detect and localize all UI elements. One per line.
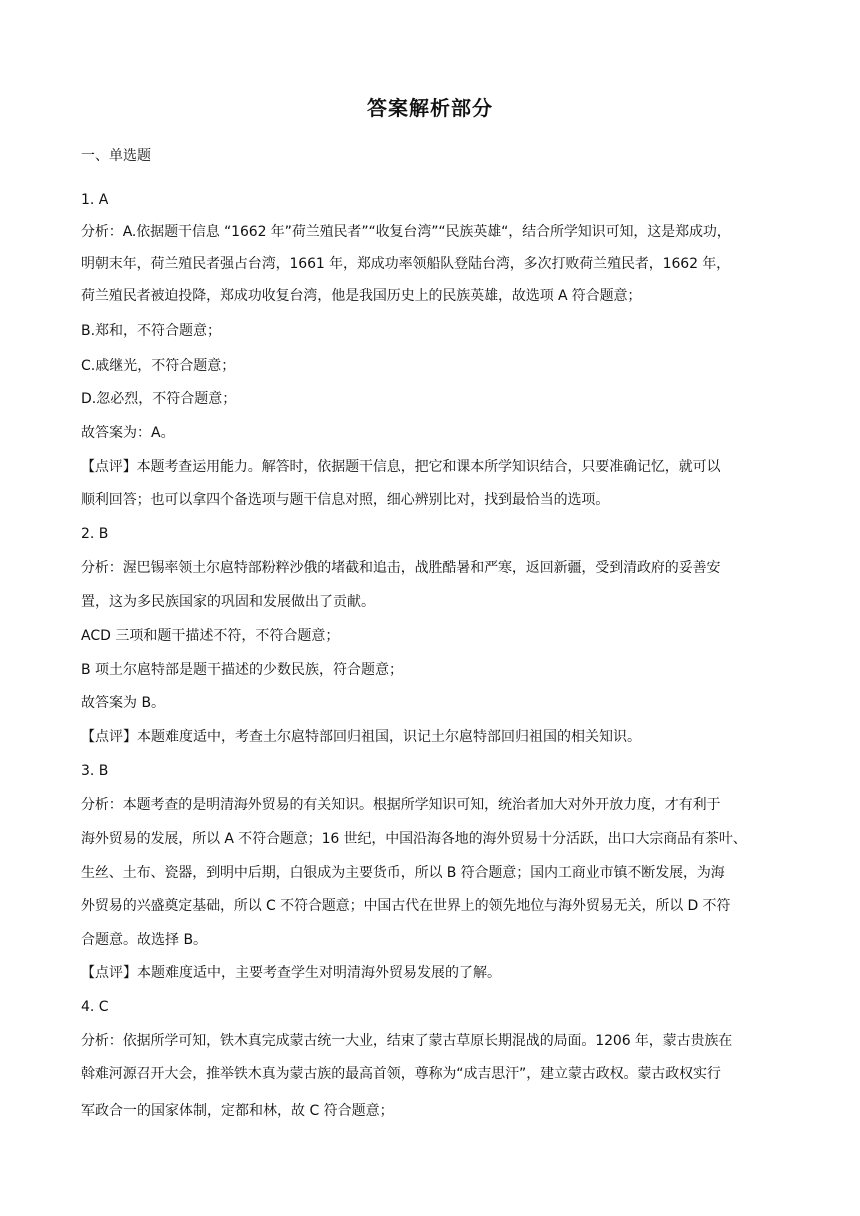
q1-comment-line-2: 顺利回答；也可以拿四个备选项与题干信息对照，细心辨别比对，找到最恰当的选项。	[81, 492, 610, 508]
q3-analysis-line-4: 外贸易的兴盛奠定基础，所以 C 不符合题意；中国古代在世界上的领先地位与海外贸易无关，所以 D 不符	[81, 898, 731, 914]
q4-number: 4. C	[81, 999, 109, 1015]
q3-number: 3. B	[81, 763, 109, 779]
q3-analysis-line-1: 分析：本题考查的是明清海外贸易的有关知识。根据所学知识可知，统治者加大对外开放力度，才有利于	[81, 797, 721, 813]
q2-analysis-line-1: 分析：渥巴锡率领土尔扈特部粉粹沙俄的堵截和追击，战胜酷暑和严寒，返回新疆，受到清政府的妥善安	[81, 560, 721, 576]
q2-answer: 故答案为 B。	[81, 695, 166, 711]
q2-comment: 【点评】本题难度适中，考查土尔扈特部回归祖国，识记土尔扈特部回归祖国的相关知识。	[81, 729, 641, 745]
q3-comment: 【点评】本题难度适中，主要考查学生对明清海外贸易发展的了解。	[81, 965, 501, 981]
q1-option-c: C.戚继光，不符合题意；	[81, 358, 236, 374]
q4-analysis-line-1: 分析：依据所学可知，铁木真完成蒙古统一大业，结束了蒙古草原长期混战的局面。1206 年，蒙古贵族在	[81, 1033, 733, 1049]
q3-analysis-line-5: 合题意。故选择 B。	[81, 932, 208, 948]
q3-analysis-line-3: 生丝、土布、瓷器，到明中后期，白银成为主要货币，所以 B 符合题意；国内工商业市镇不断发展，为海	[81, 865, 725, 881]
q2-acd-note: ACD 三项和题干描述不符，不符合题意；	[81, 628, 340, 644]
q1-option-d: D.忽必烈，不符合题意；	[81, 391, 237, 407]
q2-number: 2. B	[81, 526, 109, 542]
q2-analysis-line-2: 置，这为多民族国家的巩固和发展做出了贡献。	[81, 594, 375, 610]
q4-analysis-line-3: 军政合一的国家体制，定都和林，故 C 符合题意；	[81, 1103, 394, 1119]
q1-number: 1. A	[81, 192, 109, 208]
q2-b-note: B 项土尔扈特部是题干描述的少数民族，符合题意；	[81, 662, 404, 678]
q1-analysis-line-1: 分析：A.依据题干信息 “1662 年”荷兰殖民者”“收复台湾”“民族英雄“，结合所学知识可知，这是郑成功，	[81, 224, 731, 240]
section-heading: 一、单选题	[81, 148, 151, 164]
q1-analysis-line-3: 荷兰殖民者被迫投降，郑成功收复台湾，他是我国历史上的民族英雄，故选项 A 符合题意；	[81, 288, 642, 304]
page-title: 答案解析部分	[367, 96, 493, 120]
q3-analysis-line-2: 海外贸易的发展，所以 A 不符合题意；16 世纪，中国沿海各地的海外贸易十分活跃，出口大宗商品有茶叶、	[81, 831, 747, 847]
q1-comment-line-1: 【点评】本题考查运用能力。解答时，依据题干信息，把它和课本所学知识结合，只要准确记忆，就可以	[81, 459, 721, 475]
q4-analysis-line-2: 斡难河源召开大会，推举铁木真为蒙古族的最高首领，尊称为“成吉思汗”，建立蒙古政权。蒙古政权实行	[81, 1066, 721, 1082]
q1-answer: 故答案为：A。	[81, 425, 175, 441]
q1-option-b: B.郑和，不符合题意；	[81, 323, 222, 339]
q1-analysis-line-2: 明朝末年，荷兰殖民者强占台湾，1661 年，郑成功率领船队登陆台湾，多次打败荷兰殖民者，1662 年，	[81, 256, 731, 272]
